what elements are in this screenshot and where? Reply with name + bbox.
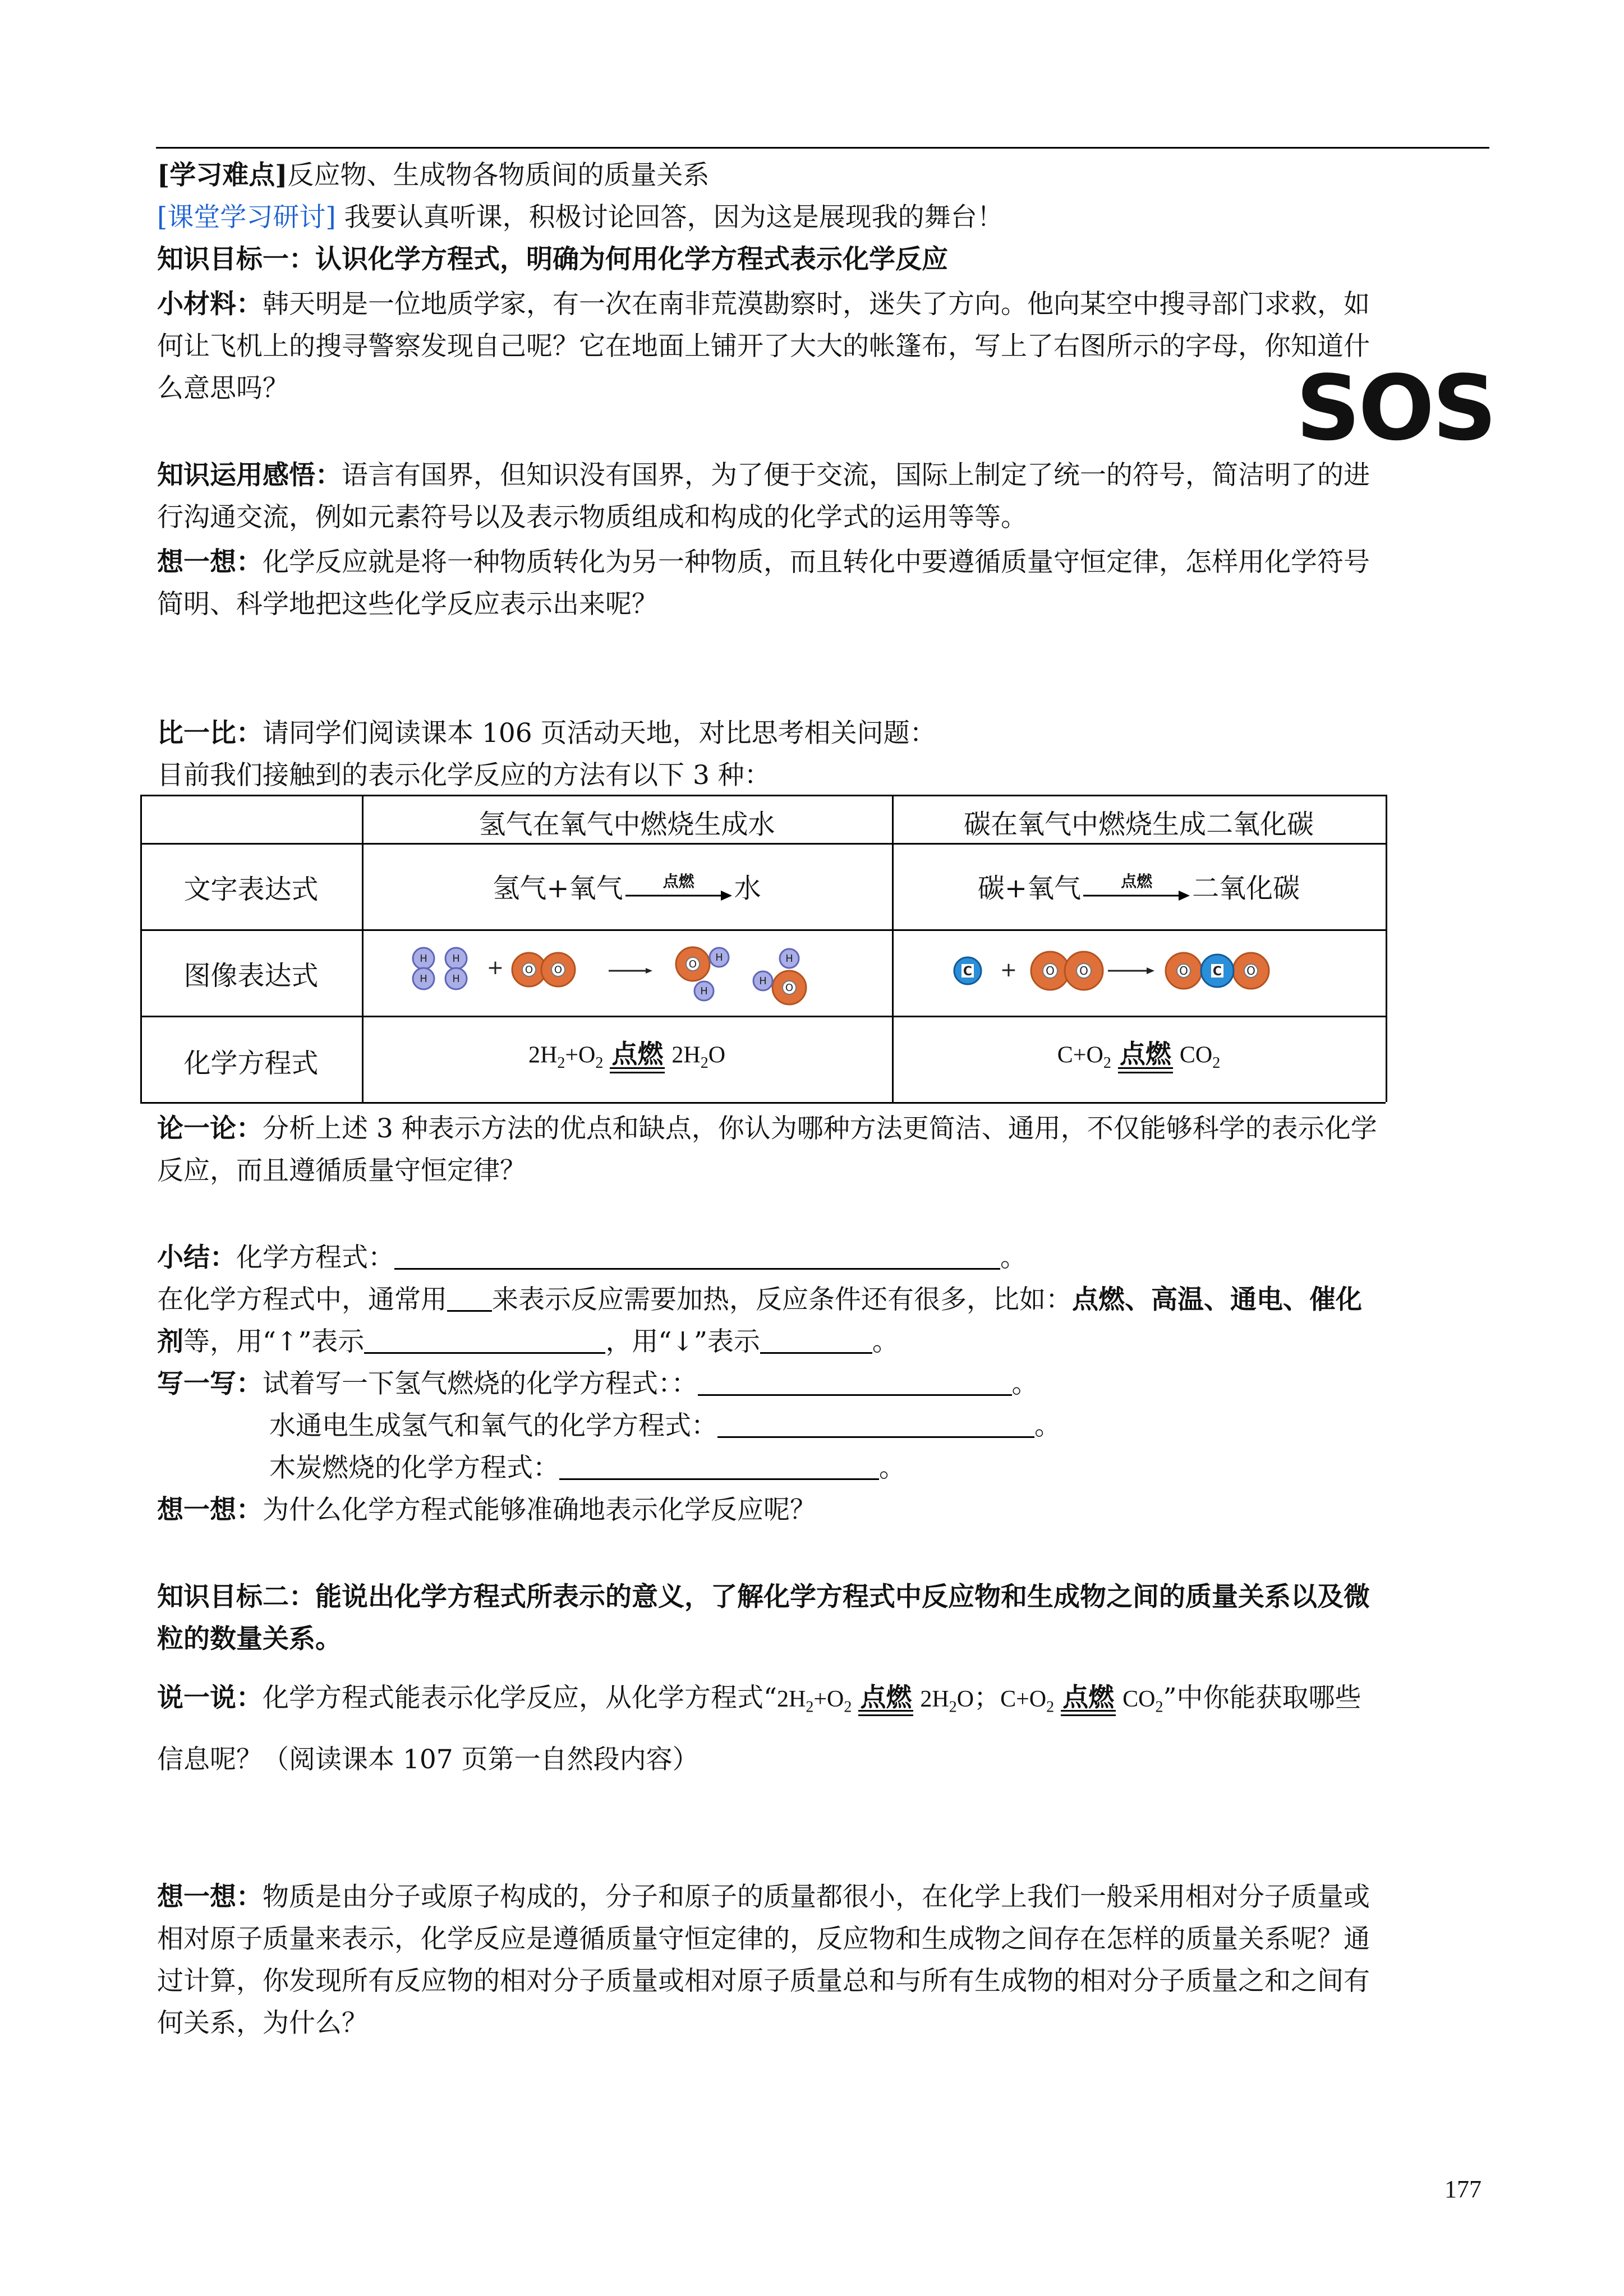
compare-text1: 请同学们阅读课本 106 页活动天地，对比思考相关问题： xyxy=(263,718,936,749)
discuss-label: 论一论： xyxy=(157,1113,263,1144)
write-line3 xyxy=(269,1447,1599,1489)
co2-molecule xyxy=(1166,953,1269,989)
svg-text:H: H xyxy=(420,953,427,965)
svg-text:H: H xyxy=(759,975,767,987)
think3-line1 xyxy=(157,1876,1487,1918)
page-number: 177 xyxy=(1444,2175,1482,2203)
row-equation-label: 化学方程式 xyxy=(183,1048,319,1079)
write-blank2[interactable] xyxy=(717,1414,1034,1438)
svg-text:O: O xyxy=(1046,964,1055,978)
summary-line3 xyxy=(157,1321,1487,1363)
svg-text:H: H xyxy=(700,985,708,997)
write-blank3[interactable] xyxy=(559,1456,879,1480)
summary-line2 xyxy=(157,1279,1487,1321)
summary-line1 xyxy=(157,1237,1487,1279)
equation-carbon: $C+O_2$ 点燃 $CO_2$ xyxy=(892,1040,1386,1074)
summary-text3b: ，用“↓”表示 xyxy=(605,1326,760,1357)
think3-line4: 何关系，为什么？ xyxy=(157,2008,368,2039)
material-line2: 何让飞机上的搜寻警察发现自己呢？它在地面上铺开了大大的帐篷布，写上了右图所示的字母，你知道什 xyxy=(157,331,1370,362)
header-hydrogen: 氢气在氧气中燃烧生成水 xyxy=(479,809,775,840)
equation-hydrogen: $2H_2+O_2$ 点燃 $2H_2O$ xyxy=(362,1040,892,1074)
summary-label: 小结： xyxy=(157,1242,236,1273)
arrow-label: 点燃 xyxy=(663,872,694,891)
svg-text:O: O xyxy=(1179,964,1188,978)
svg-text:H: H xyxy=(715,952,723,963)
goal2-line2: 粒的数量关系。 xyxy=(157,1624,342,1654)
think1-label: 想一想： xyxy=(157,547,263,578)
think2-text: 为什么化学方程式能够准确地表示化学反应呢？ xyxy=(263,1495,816,1525)
word-eq-hydrogen xyxy=(362,866,892,905)
svg-text:H: H xyxy=(452,973,460,985)
think1-line2: 简明、科学地把这些化学反应表示出来呢？ xyxy=(157,589,658,620)
condition-arrow xyxy=(625,872,732,902)
summary-blank[interactable] xyxy=(394,1246,1000,1270)
summary-text: 化学方程式： xyxy=(236,1242,394,1273)
water-molecule-2 xyxy=(753,949,806,1004)
write-end2: 。 xyxy=(1034,1410,1061,1441)
svg-text:O: O xyxy=(785,982,794,994)
svg-text:H: H xyxy=(785,953,793,965)
say-text-a: 化学方程式能表示化学反应，从化学方程式“ xyxy=(263,1682,778,1713)
row-image-label: 图像表达式 xyxy=(183,960,319,992)
heat-symbol-blank[interactable] xyxy=(447,1288,492,1312)
material-label: 小材料： xyxy=(157,289,263,320)
carbon-atom xyxy=(954,957,981,984)
svg-text:C: C xyxy=(1212,965,1222,979)
svg-text:H: H xyxy=(452,953,460,965)
row-word-label: 文字表达式 xyxy=(183,874,319,905)
write-text1: 试着写一下氢气燃烧的化学方程式：： xyxy=(263,1368,698,1399)
write-blank1[interactable] xyxy=(698,1372,1012,1396)
material-text1: 韩天明是一位地质学家，有一次在南非荒漠勘察时，迷失了方向。他向某空中搜寻部门求救，如 xyxy=(263,289,1370,320)
condition-ignite xyxy=(606,1040,668,1074)
water-molecule-1 xyxy=(676,947,729,1001)
svg-text:O: O xyxy=(1079,964,1088,978)
study-tag: [课堂学习研讨] xyxy=(157,202,336,233)
sos-image: SOS xyxy=(1296,356,1495,460)
condition-ignite xyxy=(855,1683,917,1717)
difficulty-line xyxy=(157,154,1487,196)
goal1-title: 知识目标一：认识化学方程式，明确为何用化学方程式表示化学反应 xyxy=(157,244,948,275)
svg-text:O: O xyxy=(688,958,697,970)
o2-molecule xyxy=(512,953,575,986)
svg-text:+: + xyxy=(486,956,504,979)
compare-line2: 目前我们接触到的表示化学反应的方法有以下 3 种： xyxy=(157,760,771,791)
say-line1: 说一说：化学方程式能表示化学反应，从化学方程式“$2H_2+O_2$ 点燃 $2H_2O$；$C+O_2$ 点燃 $CO_2$”中你能获取哪些 xyxy=(157,1677,1487,1728)
word-eq2-left: 碳+氧气 xyxy=(977,873,1082,904)
word-eq2-right: 二氧化碳 xyxy=(1192,873,1300,904)
word-eq1-left: 氢气+氧气 xyxy=(493,873,623,904)
think3-text1: 物质是由分子或原子构成的，分子和原子的质量都很小，在化学上我们一般采用相对分子质量或 xyxy=(263,1882,1370,1912)
word-eq-carbon xyxy=(892,866,1386,905)
arrow-label: 点燃 xyxy=(1121,872,1153,891)
condition-ignite xyxy=(1057,1683,1119,1717)
header-rule xyxy=(156,147,1489,149)
cond-label: 点燃 xyxy=(1062,1682,1115,1712)
material-line3: 么意思吗？ xyxy=(157,373,289,404)
think3-line2: 相对原子质量来表示，化学反应是遵循质量守恒定律的，反应物和生成物之间存在怎样的质量关系呢？通 xyxy=(157,1924,1370,1954)
svg-text:O: O xyxy=(1246,964,1255,978)
summary-catalyst: 剂 xyxy=(157,1326,183,1357)
write-label: 写一写： xyxy=(157,1368,263,1399)
difficulty-text: 反应物、生成物各物质间的质量关系 xyxy=(287,160,710,191)
summary-conditions: 点燃、高温、通电、催化 xyxy=(1072,1284,1362,1315)
o2-molecule-c xyxy=(1031,952,1103,990)
write-end3: 。 xyxy=(879,1453,905,1483)
discuss-line2: 反应，而且遵循质量守恒定律？ xyxy=(157,1155,526,1186)
down-arrow-blank[interactable] xyxy=(760,1330,872,1354)
hydrogen-molecule-diagram xyxy=(362,929,892,1016)
summary-end: 。 xyxy=(1000,1242,1027,1273)
insight-text1: 语言有国界，但知识没有国界，为了便于交流，国际上制定了统一的符号，简洁明了的进 xyxy=(342,460,1370,491)
write-line1 xyxy=(157,1363,1487,1405)
condition-arrow xyxy=(1083,872,1190,902)
study-line xyxy=(157,196,1487,238)
header-carbon: 碳在氧气中燃烧生成二氧化碳 xyxy=(963,809,1314,840)
summary-end3: 。 xyxy=(872,1326,899,1357)
insight-line2: 行沟通交流，例如元素符号以及表示物质组成和构成的化学式的运用等等。 xyxy=(157,502,1027,533)
cond-label: 点燃 xyxy=(611,1039,664,1069)
cond-label: 点燃 xyxy=(860,1682,912,1712)
summary-text2a: 在化学方程式中，通常用 xyxy=(157,1284,447,1315)
word-eq1-right: 水 xyxy=(734,873,761,904)
say-sep: ； xyxy=(974,1682,1001,1713)
compare-label: 比一比： xyxy=(157,718,263,749)
summary-text3a: 等，用“↑”表示 xyxy=(183,1326,365,1357)
discuss-text1: 分析上述 3 种表示方法的优点和缺点，你认为哪种方法更简洁、通用，不仅能够科学的表示化学 xyxy=(263,1113,1377,1144)
condition-ignite xyxy=(1115,1040,1176,1074)
think1-line1 xyxy=(157,541,1487,583)
think2-line xyxy=(157,1489,1487,1531)
carbon-molecule-diagram xyxy=(892,929,1386,1016)
think3-label: 想一想： xyxy=(157,1882,263,1912)
say-line2: 信息呢？（阅读课本 107 页第一自然段内容） xyxy=(157,1744,699,1775)
svg-text:+: + xyxy=(1000,958,1018,981)
discuss-line1 xyxy=(157,1108,1487,1150)
comparison-table xyxy=(140,795,1386,1102)
svg-text:O: O xyxy=(554,964,563,976)
cond-label: 点燃 xyxy=(1119,1039,1171,1069)
study-text: 我要认真听课，积极讨论回答，因为这是展现我的舞台！ xyxy=(344,202,1004,233)
write-end1: 。 xyxy=(1011,1368,1038,1399)
say-label: 说一说： xyxy=(157,1682,263,1713)
difficulty-tag: [学习难点] xyxy=(157,160,288,191)
summary-text2b: 来表示反应需要加热，反应条件还有很多，比如： xyxy=(492,1284,1072,1315)
write-line2 xyxy=(269,1405,1599,1447)
up-arrow-blank[interactable] xyxy=(364,1330,605,1354)
goal2-line1: 知识目标二：能说出化学方程式所表示的意义，了解化学方程式中反应物和生成物之间的质量关系以及微 xyxy=(157,1582,1370,1612)
say-text-b: ”中你能获取哪些 xyxy=(1163,1682,1361,1713)
think3-line3: 过计算，你发现所有反应物的相对分子质量或相对原子质量总和与所有生成物的相对分子质量之和之间有 xyxy=(157,1966,1370,1997)
write-text3: 木炭燃烧的化学方程式： xyxy=(269,1453,559,1483)
insight-line1 xyxy=(157,454,1487,496)
compare-line1 xyxy=(157,712,1487,754)
svg-text:O: O xyxy=(525,964,533,976)
insight-label: 知识运用感悟： xyxy=(157,460,342,491)
svg-text:C: C xyxy=(963,965,973,979)
svg-text:H: H xyxy=(420,973,427,985)
material-line1 xyxy=(157,283,1487,325)
think1-text1: 化学反应就是将一种物质转化为另一种物质，而且转化中要遵循质量守恒定律，怎样用化学符号 xyxy=(263,547,1370,578)
write-text2: 水通电生成氢气和氧气的化学方程式： xyxy=(269,1410,717,1441)
think2-label: 想一想： xyxy=(157,1495,263,1525)
